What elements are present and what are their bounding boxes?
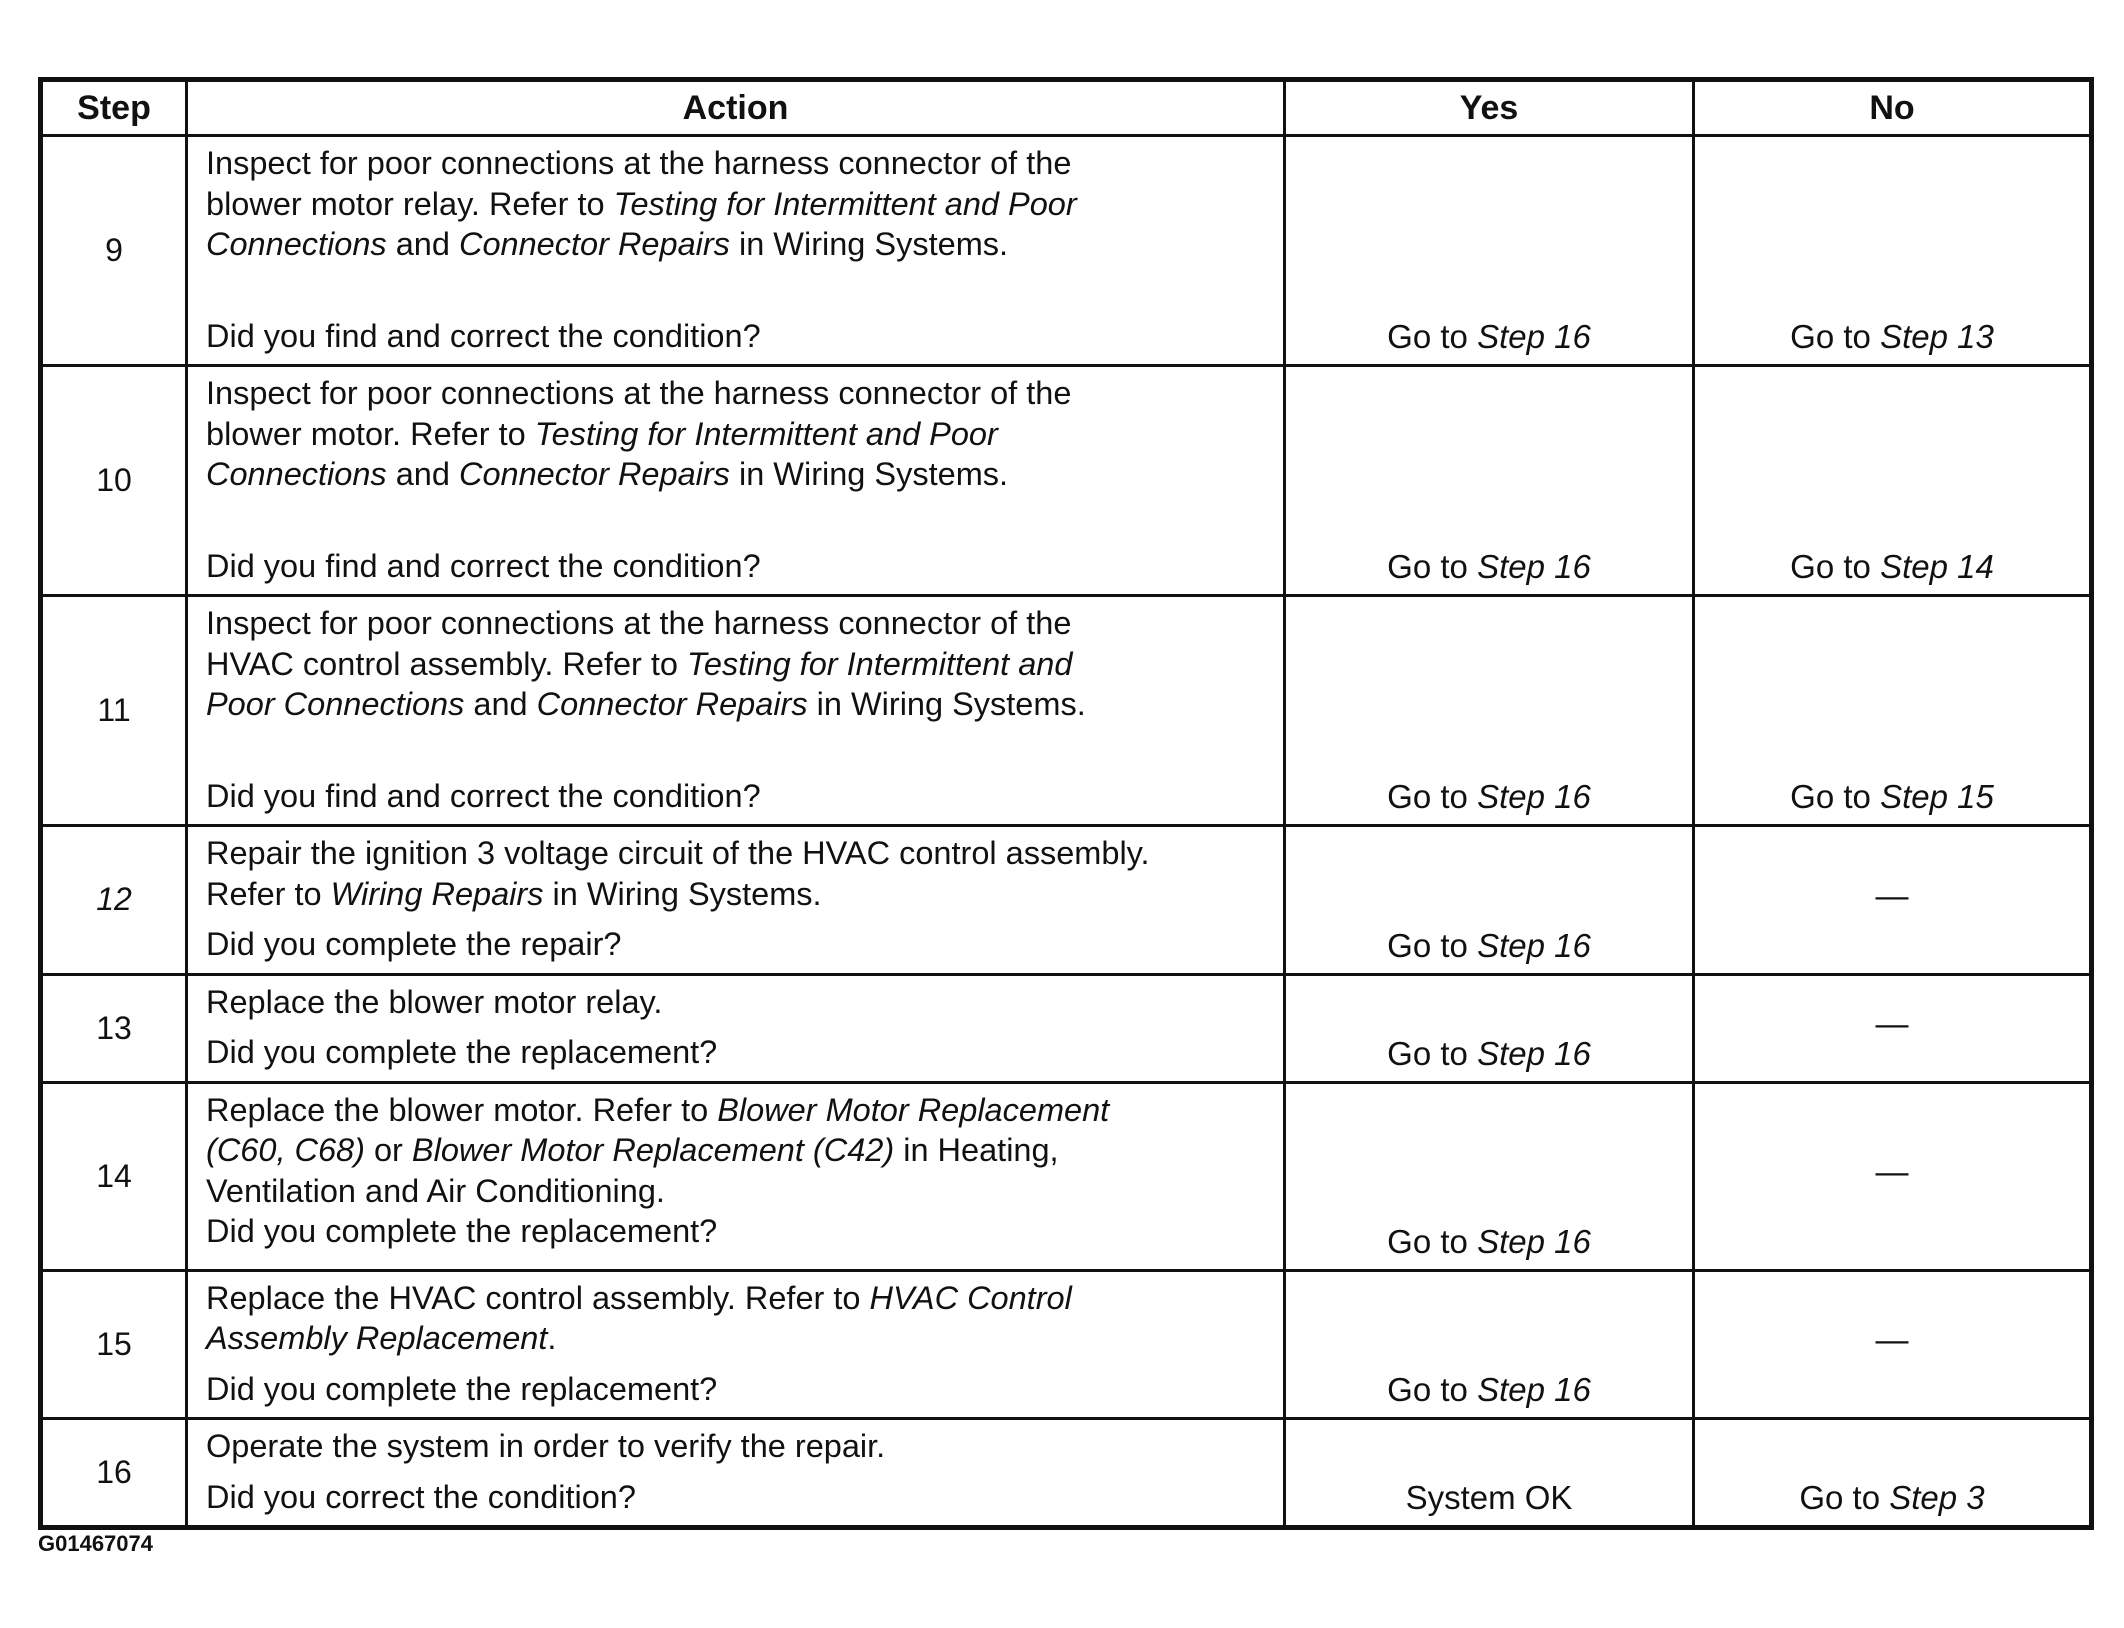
- text-segment: Connector Repairs: [458, 226, 730, 262]
- text-segment: System OK: [1405, 1479, 1573, 1516]
- text-segment: Go to: [1387, 1222, 1478, 1260]
- text-segment: Step 16: [1477, 1371, 1591, 1408]
- table-row: [41, 1419, 2092, 1528]
- step-number: 12: [41, 826, 187, 975]
- step-number: 10: [41, 366, 187, 596]
- text-segment: and: [386, 226, 459, 262]
- action-question: Did you correct the condition?: [206, 1478, 636, 1515]
- action-cell: [187, 366, 1285, 596]
- text-segment: and: [386, 456, 459, 492]
- action-question: Did you complete the repair?: [206, 926, 622, 962]
- text-segment: Inspect for poor connections at the harness connector of the: [206, 375, 1072, 411]
- step-number: 15: [41, 1270, 187, 1419]
- text-segment: Step 15: [1880, 778, 1994, 815]
- action-line: [206, 833, 1269, 874]
- text-segment: Connector Repairs: [458, 456, 730, 492]
- no-result: [1694, 596, 2092, 826]
- text-segment: Go to: [1799, 1479, 1890, 1516]
- action-line: [206, 1130, 1269, 1171]
- text-segment: Step 16: [1477, 548, 1591, 585]
- text-segment: Step 14: [1880, 548, 1994, 585]
- yes-result: [1285, 1082, 1694, 1270]
- table-row: [41, 366, 2092, 596]
- action-line: [206, 1426, 1269, 1467]
- spacer: [206, 495, 1269, 546]
- text-segment: Go to: [1387, 318, 1478, 355]
- yes-result: [1285, 974, 1694, 1082]
- text-segment: Operate the system in order to verify the repair.: [206, 1428, 886, 1464]
- action-line: [206, 224, 1269, 265]
- text-segment: Testing for Intermittent and Poor: [534, 415, 998, 452]
- action-line: [206, 644, 1269, 685]
- text-segment: Connections: [206, 456, 387, 492]
- text-segment: Repair the ignition 3 voltage circuit of the HVAC control assembly.: [206, 835, 1150, 871]
- text-segment: Connector Repairs: [536, 686, 808, 722]
- text-segment: Go to: [1387, 1034, 1478, 1072]
- action-line: [206, 414, 1269, 455]
- text-segment: Replace the HVAC control assembly. Refer to: [206, 1279, 870, 1316]
- text-segment: in Wiring Systems.: [807, 686, 1086, 722]
- table-row: [41, 1082, 2092, 1270]
- text-segment: Inspect for poor connections at the harness connector of the: [206, 145, 1072, 181]
- text-segment: Go to: [1387, 548, 1478, 585]
- action-cell: [187, 826, 1285, 975]
- action-cell: [187, 1082, 1285, 1270]
- table-row: [41, 136, 2092, 366]
- action-question: Did you complete the replacement?: [206, 1034, 718, 1070]
- text-segment: or: [364, 1132, 412, 1168]
- step-number: 11: [41, 596, 187, 826]
- spacer: [206, 725, 1269, 776]
- step-number: 13: [41, 974, 187, 1082]
- no-result: [1694, 366, 2092, 596]
- figure-id: G01467074: [38, 1531, 153, 1556]
- table-row: [41, 826, 2092, 975]
- header-action: Action: [187, 80, 1285, 136]
- text-segment: Inspect for poor connections at the harness connector of the: [206, 605, 1072, 641]
- action-line: [206, 982, 1269, 1023]
- text-segment: Wiring Repairs: [330, 875, 544, 912]
- action-line: [206, 603, 1269, 644]
- text-segment: Testing for Intermittent and: [687, 645, 1073, 682]
- yes-result: [1285, 1270, 1694, 1419]
- table-row: [41, 596, 2092, 826]
- action-line: [206, 684, 1269, 725]
- text-segment: in Wiring Systems.: [543, 875, 822, 912]
- text-segment: Step 16: [1477, 926, 1591, 964]
- action-line: [206, 184, 1269, 225]
- table-row: [41, 974, 2092, 1082]
- text-segment: Go to: [1387, 926, 1478, 964]
- text-segment: Ventilation and Air Conditioning.: [206, 1172, 665, 1209]
- text-segment: Poor Connections: [206, 686, 465, 722]
- text-segment: Step 13: [1880, 318, 1994, 355]
- text-segment: blower motor. Refer to: [206, 415, 535, 452]
- text-segment: Testing for Intermittent and Poor: [613, 185, 1077, 222]
- action-line: [206, 1090, 1269, 1131]
- action-line: [206, 1278, 1269, 1319]
- no-result: [1694, 1419, 2092, 1528]
- yes-result: [1285, 596, 1694, 826]
- action-cell: [187, 596, 1285, 826]
- header-yes: Yes: [1285, 80, 1694, 136]
- text-segment: Blower Motor Replacement: [717, 1091, 1110, 1128]
- header-no: No: [1694, 80, 2092, 136]
- header-step: Step: [41, 80, 187, 136]
- text-segment: in Wiring Systems.: [729, 456, 1009, 492]
- text-segment: in Heating,: [894, 1132, 1059, 1168]
- text-segment: Go to: [1790, 318, 1881, 355]
- text-segment: Step 16: [1477, 778, 1591, 815]
- yes-result: [1285, 1419, 1694, 1528]
- step-number: 9: [41, 136, 187, 366]
- dash-mark: —: [1875, 876, 1909, 914]
- no-result: [1694, 826, 2092, 975]
- diagnostic-table: [38, 77, 2094, 1530]
- action-line: [206, 1318, 1269, 1359]
- text-segment: Step 16: [1477, 1222, 1591, 1260]
- action-line: [206, 373, 1269, 414]
- yes-result: [1285, 826, 1694, 975]
- spacer: [206, 265, 1269, 316]
- action-question: Did you complete the replacement?: [206, 1213, 718, 1249]
- action-cell: [187, 974, 1285, 1082]
- text-segment: Connections: [206, 226, 387, 262]
- action-cell: [187, 136, 1285, 366]
- text-segment: Replace the blower motor. Refer to: [206, 1091, 718, 1128]
- text-segment: Step 16: [1477, 318, 1591, 355]
- dash-mark: —: [1875, 1153, 1909, 1190]
- no-result: [1694, 136, 2092, 366]
- action-cell: [187, 1419, 1285, 1528]
- text-segment: Replace the blower motor relay.: [206, 983, 663, 1020]
- step-number: 14: [41, 1082, 187, 1270]
- text-segment: Go to: [1790, 548, 1881, 585]
- table-body: [41, 136, 2092, 1528]
- text-segment: in Wiring Systems.: [729, 226, 1009, 262]
- yes-result: [1285, 136, 1694, 366]
- action-question: Did you complete the replacement?: [206, 1370, 718, 1407]
- dash-mark: —: [1875, 1321, 1909, 1359]
- action-question: Did you find and correct the condition?: [206, 547, 761, 584]
- action-question: Did you find and correct the condition?: [206, 777, 761, 814]
- text-segment: HVAC control assembly. Refer to: [206, 645, 688, 682]
- text-segment: HVAC Control: [869, 1279, 1072, 1316]
- text-segment: Go to: [1387, 1371, 1478, 1408]
- step-number: 16: [41, 1419, 187, 1528]
- text-segment: Refer to: [206, 875, 331, 912]
- no-result: [1694, 1270, 2092, 1419]
- text-segment: Go to: [1790, 778, 1881, 815]
- action-cell: [187, 1270, 1285, 1419]
- action-question: Did you find and correct the condition?: [206, 317, 761, 354]
- text-segment: Step 3: [1889, 1479, 1985, 1516]
- text-segment: and: [464, 686, 537, 722]
- table-row: [41, 1270, 2092, 1419]
- text-segment: Assembly Replacement: [206, 1320, 548, 1356]
- dash-mark: —: [1875, 1005, 1909, 1042]
- text-segment: Go to: [1387, 778, 1478, 815]
- no-result: [1694, 1082, 2092, 1270]
- text-segment: Blower Motor Replacement (C42): [411, 1132, 895, 1168]
- action-line: [206, 143, 1269, 184]
- action-line: [206, 1171, 1269, 1212]
- action-line: [206, 454, 1269, 495]
- text-segment: .: [547, 1320, 557, 1356]
- header-row: [41, 80, 2092, 136]
- no-result: [1694, 974, 2092, 1082]
- yes-result: [1285, 366, 1694, 596]
- text-segment: Step 16: [1477, 1034, 1591, 1072]
- text-segment: blower motor relay. Refer to: [206, 185, 614, 222]
- action-line: [206, 874, 1269, 915]
- text-segment: (C60, C68): [206, 1132, 365, 1168]
